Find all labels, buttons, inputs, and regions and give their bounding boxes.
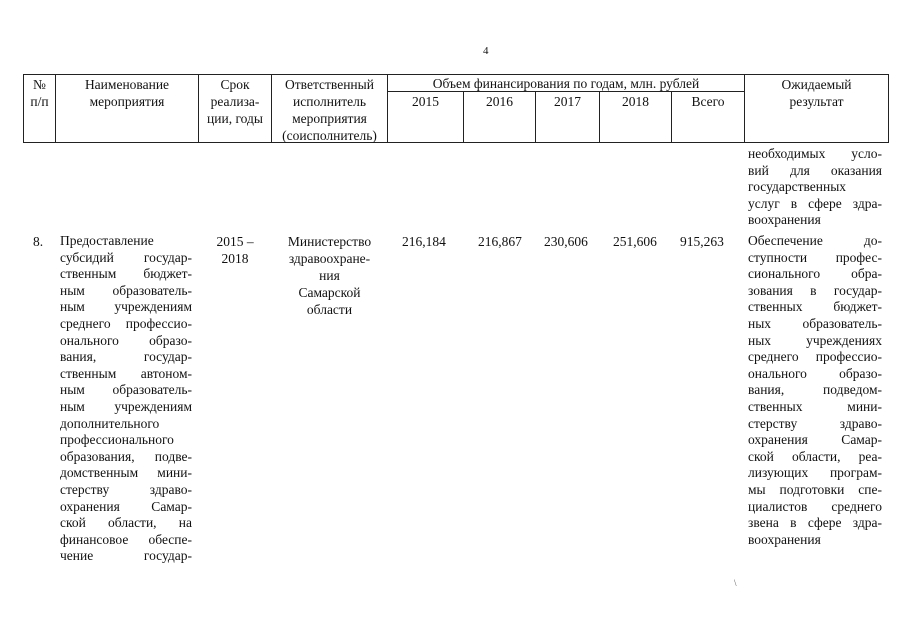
row-name-line: ственным бюджет- [60,266,192,282]
header-num-line-1: № [33,77,46,92]
continued-result-line: государственных [748,179,847,195]
row-name [60,233,192,565]
header-responsible-line-1: Ответственный [285,77,374,92]
header-year-total: Всего [691,94,725,109]
row-result-line: мы подготовки спе- [748,481,882,497]
page-number: 4 [483,45,489,57]
row-name-line: чение государ- [60,548,192,564]
header-term [199,76,271,127]
row-result-line: лизующих програм- [748,465,882,481]
row-result-line: вания, подведом- [748,382,882,398]
row-name-line: финансовое обеспе- [60,531,192,547]
row-result-line: ных образователь- [748,315,882,331]
header-result-line-2: результат [789,94,844,109]
header-funding-title: Объем финансирования по годам, млн. рублей [432,76,700,91]
header-responsible-line-3: мероприятия [292,111,367,126]
row-name-line: субсидий государ- [60,249,192,265]
row-responsible-line: Министерство [287,234,372,249]
header-responsible-line-2: исполнитель [293,94,366,109]
row-term [199,233,271,267]
header-year-2018: 2018 [622,94,649,109]
row-name-line: онального образо- [60,332,192,348]
row-responsible-line: Самарской [298,285,361,300]
header-result [745,76,888,110]
row-result-line: среднего профессио- [748,349,882,365]
header-term-line-2: реализа- [210,94,260,109]
row-result-line: зования в государ- [748,282,882,298]
row-responsible-line: области [306,302,353,317]
row-name-line: ным образователь- [60,382,192,398]
row-term-line: 2018 [221,251,249,266]
row-name-line: вания, государ- [60,349,192,365]
row-name-line: дополнительного [60,415,160,431]
value-2018: 251,606 [613,234,657,249]
row-result-line: стерству здраво- [748,415,882,431]
header-responsible-line-4: (соисполнитель) [282,128,377,143]
value-2016: 216,867 [478,234,522,249]
row-result-line: ственных мини- [748,398,882,414]
row-name-line: домственным мини- [60,465,192,481]
header-result-line-1: Ожидаемый [781,77,852,92]
row-name-line: Предоставление [60,233,154,248]
row-result-line: ных учреждениях [748,332,882,348]
value-2017: 230,606 [544,234,588,249]
row-name-line: ным учреждениям [60,299,192,315]
row-result-line: Обеспечение до- [748,233,882,248]
header-name [56,76,198,110]
row-result-line: циалистов среднего [748,498,882,514]
row-result [748,233,882,548]
row-result-line: ственных бюджет- [748,299,882,315]
header-bottom-border [23,142,889,143]
row-term-line: 2015 – [216,234,254,249]
col-border-6 [888,74,889,142]
header-name-line-2: мероприятия [89,94,165,109]
header-responsible [272,76,387,144]
row-result-line: онального образо- [748,365,882,381]
row-name-line: ным образователь- [60,282,192,298]
header-num-line-2: п/п [30,94,49,109]
continued-result [748,146,882,229]
header-year-2017: 2017 [554,94,581,109]
header-year-2016: 2016 [486,94,513,109]
row-responsible-line: здравоохране- [288,251,371,266]
header-num [24,76,55,110]
value-2015: 216,184 [402,234,446,249]
header-term-line-3: ции, годы [207,111,263,126]
row-number: 8. [33,234,44,249]
row-result-line: охранения Самар- [748,432,882,448]
row-name-line: образования, подве- [60,448,192,464]
row-result-line: звена в сфере здра- [748,515,882,531]
header-name-line-1: Наименование [84,77,170,92]
row-name-line: профессионального [60,432,174,448]
row-result-line: ской области, реа- [748,448,882,464]
value-total: 915,263 [680,234,724,249]
row-name-line: охранения Самар- [60,498,192,514]
row-result-line: воохранения [748,531,821,547]
row-result-line: ступности профес- [748,249,882,265]
row-responsible [272,233,387,318]
row-result-line: сионального обра- [748,266,882,282]
scan-mark: \ [734,578,737,588]
header-year-2015: 2015 [412,94,439,109]
row-name-line: ской области, на [60,515,192,531]
row-name-line: стерству здраво- [60,481,192,497]
row-responsible-line: ния [319,268,340,283]
row-name-line: среднего профессио- [60,315,192,331]
header-term-line-1: Срок [220,77,250,92]
row-name-line: ственным автоном- [60,365,192,381]
continued-result-line: услуг в сфере здра- [748,195,882,211]
continued-result-line: воохранения [748,212,821,228]
row-name-line: ным учреждениям [60,398,192,414]
continued-result-line: вий для оказания [748,162,882,178]
continued-result-line: необходимых усло- [748,146,882,161]
